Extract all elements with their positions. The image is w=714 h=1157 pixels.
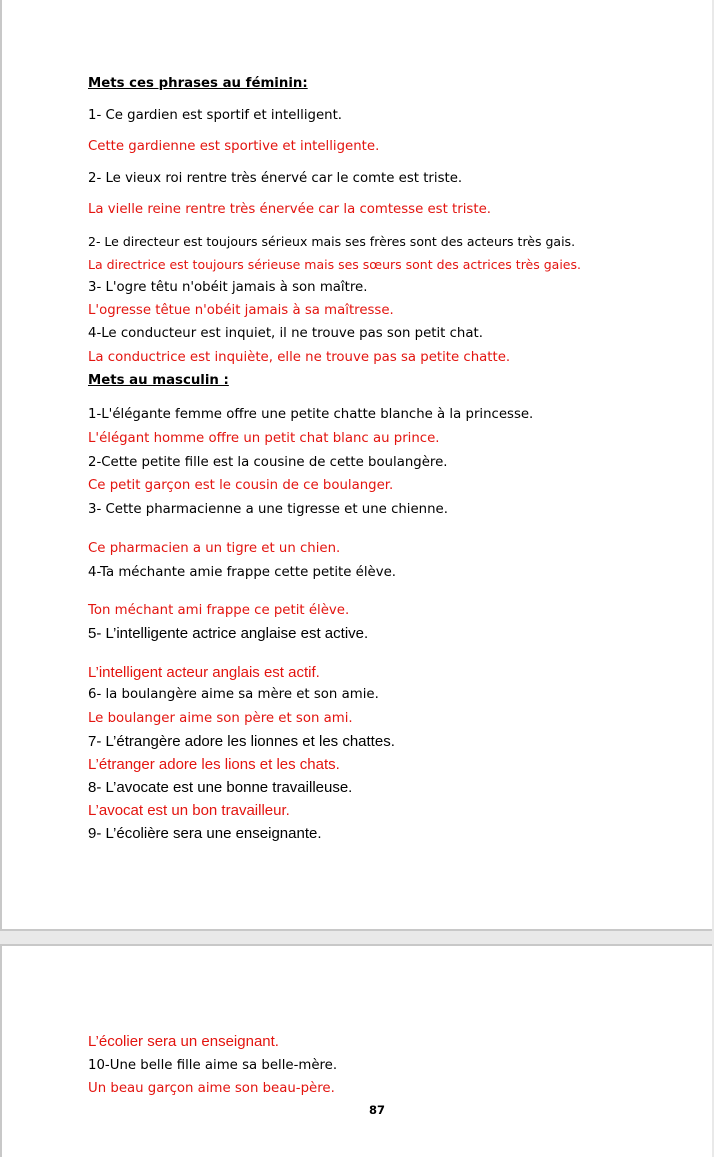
answer-sentence: L'ogresse têtue n'obéit jamais à sa maîtresse. bbox=[88, 303, 394, 318]
document-page-2 bbox=[0, 944, 712, 1157]
exercise-sentence: 5- L’intelligente actrice anglaise est active. bbox=[88, 625, 369, 642]
exercise-sentence: 9- L’écolière sera une enseignante. bbox=[88, 825, 322, 842]
exercise-sentence: 10-Une belle fille aime sa belle-mère. bbox=[88, 1058, 338, 1073]
heading-feminin: Mets ces phrases au féminin: bbox=[88, 76, 308, 91]
answer-sentence: L’étranger adore les lions et les chats. bbox=[88, 756, 340, 773]
answer-sentence: L’écolier sera un enseignant. bbox=[88, 1033, 279, 1050]
exercise-sentence: 8- L’avocate est une bonne travailleuse. bbox=[88, 779, 353, 796]
exercise-sentence: 1-L'élégante femme offre une petite chatte blanche à la princesse. bbox=[88, 407, 534, 422]
answer-sentence: L’intelligent acteur anglais est actif. bbox=[88, 664, 320, 681]
exercise-sentence: 2- Le directeur est toujours sérieux mais ses frères sont des acteurs très gais. bbox=[88, 234, 576, 249]
heading-masculin: Mets au masculin : bbox=[88, 373, 229, 388]
answer-sentence: La directrice est toujours sérieuse mais ses sœurs sont des actrices très gaies. bbox=[88, 257, 581, 272]
page-number: 87 bbox=[369, 1103, 386, 1117]
exercise-sentence: 1- Ce gardien est sportif et intelligent. bbox=[88, 108, 343, 123]
exercise-sentence: 3- Cette pharmacienne a une tigresse et une chienne. bbox=[88, 502, 448, 517]
exercise-sentence: 3- L'ogre têtu n'obéit jamais à son maître. bbox=[88, 280, 368, 295]
exercise-sentence: 4-Ta méchante amie frappe cette petite élève. bbox=[88, 565, 396, 580]
answer-sentence: L’avocat est un bon travailleur. bbox=[88, 802, 290, 819]
answer-sentence: La vielle reine rentre très énervée car la comtesse est triste. bbox=[88, 202, 491, 217]
exercise-sentence: 4-Le conducteur est inquiet, il ne trouve pas son petit chat. bbox=[88, 326, 483, 341]
answer-sentence: Ton méchant ami frappe ce petit élève. bbox=[88, 603, 350, 618]
exercise-sentence: 7- L’étrangère adore les lionnes et les chattes. bbox=[88, 733, 395, 750]
exercise-sentence: 2- Le vieux roi rentre très énervé car le comte est triste. bbox=[88, 171, 463, 186]
answer-sentence: Cette gardienne est sportive et intelligente. bbox=[88, 139, 380, 154]
answer-sentence: Un beau garçon aime son beau-père. bbox=[88, 1081, 335, 1096]
exercise-sentence: 6- la boulangère aime sa mère et son amie. bbox=[88, 687, 379, 702]
answer-sentence: L'élégant homme offre un petit chat blanc au prince. bbox=[88, 431, 440, 446]
answer-sentence: Ce petit garçon est le cousin de ce boulanger. bbox=[88, 478, 394, 493]
exercise-sentence: 2-Cette petite fille est la cousine de cette boulangère. bbox=[88, 455, 448, 470]
answer-sentence: La conductrice est inquiète, elle ne trouve pas sa petite chatte. bbox=[88, 350, 511, 365]
answer-sentence: Le boulanger aime son père et son ami. bbox=[88, 711, 353, 726]
answer-sentence: Ce pharmacien a un tigre et un chien. bbox=[88, 541, 341, 556]
